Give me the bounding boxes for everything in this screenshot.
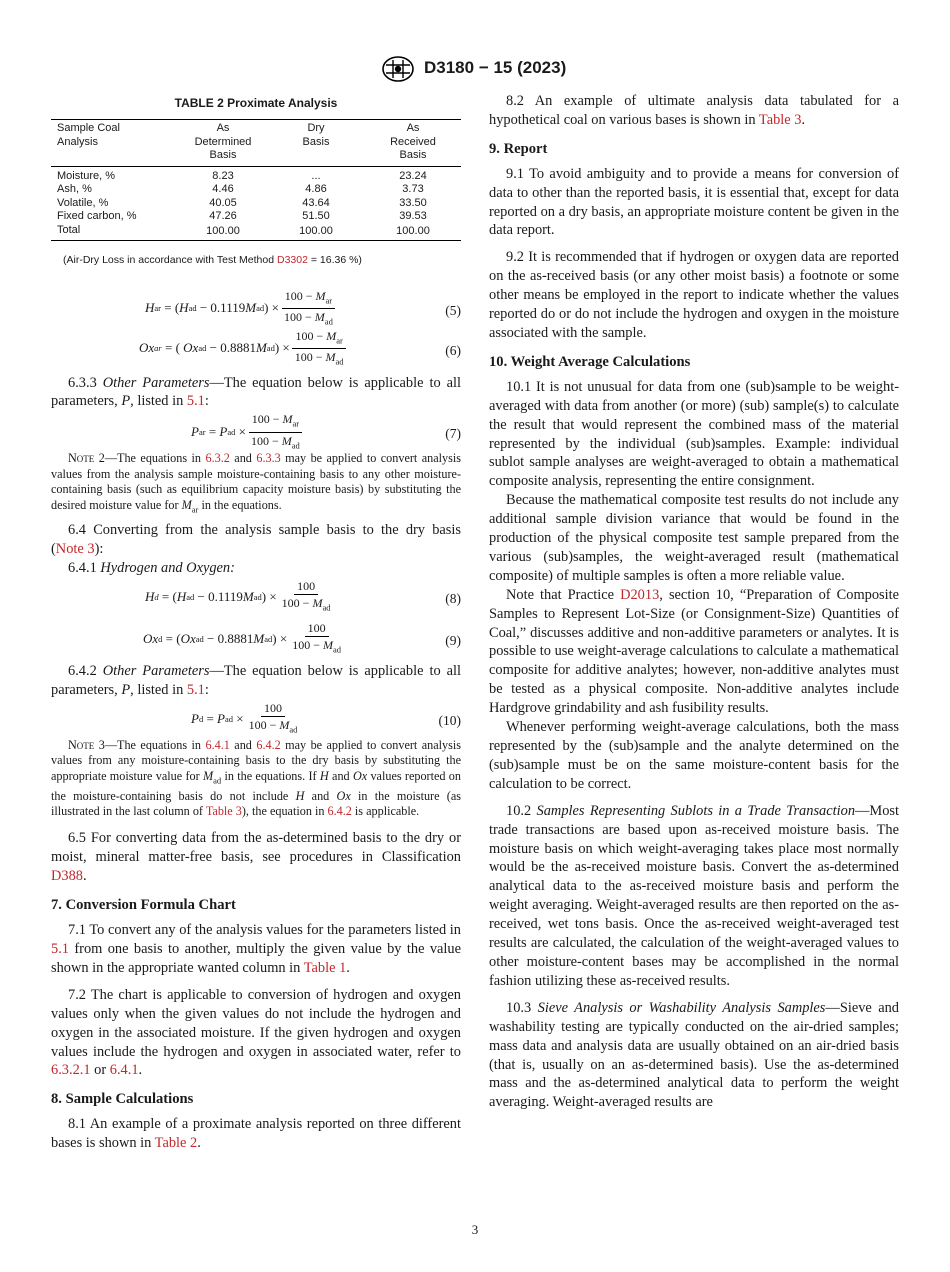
section-10-heading: 10. Weight Average Calculations: [489, 353, 691, 370]
link-6-3-3[interactable]: 6.3.3: [256, 451, 281, 466]
table-cell: 40.05: [209, 196, 237, 209]
equation-number: (7): [445, 426, 461, 442]
equation-number: (6): [445, 342, 461, 358]
table-cell: 4.46: [212, 183, 234, 196]
paragraph-8-1: 8.1 An example of a proximate analysis reported on three different bases is shown in Table 2.: [51, 1116, 461, 1152]
left-column: [51, 92, 461, 1153]
table-cell: Ash, %: [57, 183, 92, 196]
link-5-1[interactable]: 5.1: [186, 682, 205, 699]
equation-8: H d = ( H ad − 0.1119 M ad ) × $\frac{100}{100 - M_{ad}}$ (8): [145, 579, 461, 613]
table-cell: Volatile, %: [57, 196, 109, 209]
paragraph-10-1-d: Whenever performing weight-average calculations, both the mass represented by the (sub)sample and the analyte determined on the (sub)sample must be on the same moisture-content basis for the calculation to be correct.: [489, 719, 899, 792]
link-table-2[interactable]: Table 2: [154, 1135, 198, 1152]
link-d3302[interactable]: D3302: [276, 253, 308, 266]
table-cell: 4.86: [305, 183, 327, 196]
paragraph-7-1: 7.1 To convert any of the analysis values for the parameters listed in 5.1 from one basis to another, multiply the given value by the value shown in the appropriate wanted column in Table 1.: [51, 922, 461, 976]
paragraph-10-3: 10.3 Sieve Analysis or Washability Analysis Samples—Sieve and washability testing are typically conducted on the air-dried samples; mass data and analysis data are usually obtained on an air-dried basis (that is, usually on an as-determined basis). Use the as-determined mass and the as-determined analytical data to perform the weight averaging. Weight-averaged results are: [489, 999, 900, 1111]
equation-number: (8): [445, 591, 461, 607]
equation-10: P d = P ad × $\frac{100}{100 - M_{ad}}$ (10): [191, 701, 461, 735]
table-cell: 47.26: [209, 210, 237, 223]
table-row: [51, 183, 461, 197]
page-number: 3: [471, 1222, 479, 1237]
section-7-heading: 7. Conversion Formula Chart: [51, 897, 236, 914]
equation-6: Ox ar = ( Ox ad − 0.8881 M ad ) × $\frac{100 - M_{ar}}{100 - M_{ad}}$ (6): [139, 328, 461, 367]
document-id: D3180 − 15 (2023): [424, 58, 567, 77]
table-cell: 43.64: [302, 196, 330, 209]
table-cell: 100.00: [299, 225, 333, 238]
paragraph-8-2: 8.2 An example of ultimate analysis data tabulated for a hypothetical coal on various bases is shown in Table 3.: [489, 93, 899, 128]
link-note-3[interactable]: Note 3: [55, 541, 95, 558]
paragraph-9-2: 9.2 It is recommended that if hydrogen or oxygen data are reported on the as-received basis (or any other moist basis) a footnote or some other means be employed in the report to indicate whether the values reported do or do not include the hydrogen and oxygen in the moisture associated with the sample.: [489, 249, 899, 341]
table-cell: 3.73: [402, 183, 424, 196]
note-3: Note 3—The equations in 6.4.1 and 6.4.2 may be applied to convert analysis values from any moisture-containing basis to the dry basis by substituting the appropriate moisture value for $M_{ad}$ in the equations. If H and Ox values reported on the moisture-containing basis do not include H and Ox in the moisture (as illustrated in the last column of Table 3), the equation in 6.4.2 is applicable.: [51, 737, 461, 819]
equation-9: Ox d = ( Ox ad − 0.8881 M ad ) × $\frac{100}{100 - M_{ad}}$ (9): [143, 621, 461, 655]
table-cell: 8.23: [212, 169, 234, 182]
table-cell: ...: [311, 169, 321, 182]
equation-7: P ar = P ad × $\frac{100 - M_{ar}}{100 - M_{ad}}$ (7): [191, 412, 461, 451]
equation-number: (5): [445, 302, 461, 318]
link-table-3[interactable]: Table 3: [205, 804, 242, 819]
table-2-title: TABLE 2 Proximate Analysis: [174, 96, 338, 110]
paragraph-6-3-3: 6.3.3 Other Parameters—The equation below is applicable to all parameters, P, listed in 5.1:: [51, 374, 461, 410]
table-cell: Fixed carbon, %: [57, 210, 137, 223]
table-cell: 100.00: [396, 225, 430, 238]
table-cell: 100.00: [206, 225, 240, 238]
table-cell: Moisture, %: [57, 169, 116, 182]
paragraph-10-1-c: Note that Practice D2013, section 10, “Preparation of Composite Samples to Represent Lot-Size (or Consignment-Size) Quantities of Coal,” discusses additive and non-additive parameters or analytes. It is possible to use weight-average calculations to calculate a mathematical composite for additive analytes; however, non-additive analytes must be tested as a physical composite. Non-additive analytes include Hardgrove grindability and ash fusibility results.: [489, 586, 900, 717]
table-header: Sample Coal Analysis: [57, 121, 120, 148]
table-header: As Determined Basis: [194, 121, 252, 162]
table-row: [51, 210, 461, 224]
table-cell: 33.50: [399, 196, 427, 209]
page-header: [0, 56, 950, 84]
table-cell: 51.50: [302, 210, 330, 223]
table-cell: Total: [57, 224, 81, 237]
link-d2013[interactable]: D2013: [620, 586, 660, 603]
table-header: As Received Basis: [390, 121, 436, 162]
paragraph-6-4-2: 6.4.2 Other Parameters—The equation below is applicable to all parameters, P, listed in 5.1:: [51, 663, 461, 699]
proximate-analysis-table: [51, 119, 461, 241]
table-row: [51, 166, 461, 183]
right-column: [489, 92, 899, 1112]
equation-number: (10): [438, 712, 461, 728]
link-6-4-1[interactable]: 6.4.1: [205, 737, 230, 752]
section-9-heading: 9. Report: [489, 140, 548, 157]
link-6-4-2[interactable]: 6.4.2: [327, 804, 352, 819]
paragraph-10-1-b: Because the mathematical composite test results do not include any additional sample division variance that would be found in the production of the physical composite test sample prepared from the various (sub)samples, the weight-averaged result (mathematical composite) of multiple samples is often a more reliable value.: [489, 492, 899, 584]
link-6-4-2[interactable]: 6.4.2: [256, 737, 281, 752]
link-6-3-2-1[interactable]: 6.3.2.1: [51, 1062, 91, 1079]
paragraph-7-2: 7.2 The chart is applicable to conversion of hydrogen and oxygen values only when the given values do not include the hydrogen and oxygen in the associated moisture. If the given hydrogen and oxygen values include the hydrogen and oxygen in associated water, refer to 6.3.2.1 or 6.4.1.: [51, 986, 461, 1079]
section-8-heading: 8. Sample Calculations: [51, 1091, 194, 1108]
paragraph-10-2: 10.2 Samples Representing Sublots in a Trade Transaction—Most trade transactions are based upon as-received moisture basis. The moisture basis on which weight-averaging takes place most normally would be the as-received moisture basis. Convert the as-determined analytical data to the as-received moisture basis and perform the weight averaging. Weight-averaged results are then reported on the as-received, wet tons basis. Once the as-received weight-averaged test results are calculated, the calculation of the weight-averaged values to other moisture-content bases may be accomplished in the normal fashion utilizing these as-received results.: [489, 802, 900, 989]
table-row: [51, 224, 461, 240]
link-5-1[interactable]: 5.1: [51, 940, 69, 957]
paragraph-6-4-1: 6.4.1 Hydrogen and Oxygen:: [68, 560, 235, 577]
link-d388[interactable]: D388: [51, 868, 83, 885]
paragraph-6-5: 6.5 For converting data from the as-determined basis to the dry or moist, mineral matter-free basis, see procedures in Classification D388.: [51, 830, 461, 885]
paragraph-6-4: 6.4 Converting from the analysis sample basis to the dry basis (Note 3):: [51, 522, 461, 558]
link-6-4-1[interactable]: 6.4.1: [109, 1062, 139, 1079]
table-row: [51, 197, 461, 211]
paragraph-9-1: 9.1 To avoid ambiguity and to provide a means for conversion of data to other than the reported basis, it is essential that, except for data reported on a dry basis, an appropriate moisture content be given in the data report.: [489, 165, 899, 239]
note-2: Note 2—The equations in 6.3.2 and 6.3.3 may be applied to convert analysis values from the analysis sample moisture-containing basis to any other moisture-containing basis (such as equilibrium capacity moisture basis) by substituting the desired moisture value for $M_{ar}$ in the equations.: [51, 451, 461, 515]
equation-number: (9): [445, 633, 461, 649]
paragraph-10-1: 10.1 It is not unusual for data from one (sub)sample to be weight-averaged with data from another (or more) (sub) sample(s) to calculate the result that would represent the combined mass of the material represented by the individual (sub)samples. Example: individual sublot sample analyses are weight-averaged to obtain a mathematical composite analysis, representing the entire consignment.: [489, 378, 899, 490]
table-2-footnote: (Air-Dry Loss in accordance with Test Method D3302 = 16.36 %): [63, 253, 362, 266]
table-header: Dry Basis: [302, 121, 330, 148]
astm-logo: [380, 56, 416, 82]
table-cell: 23.24: [399, 169, 427, 182]
link-table-1[interactable]: Table 1: [303, 959, 347, 976]
link-6-3-2[interactable]: 6.3.2: [205, 451, 230, 466]
link-table-3[interactable]: Table 3: [758, 111, 802, 128]
equation-5: H ar = ( H ad − 0.1119 M ad ) × $\frac{100 - M_{ar}}{100 - M_{ad}}$ (5): [145, 288, 461, 327]
link-5-1[interactable]: 5.1: [186, 393, 205, 410]
table-cell: 39.53: [399, 210, 427, 223]
